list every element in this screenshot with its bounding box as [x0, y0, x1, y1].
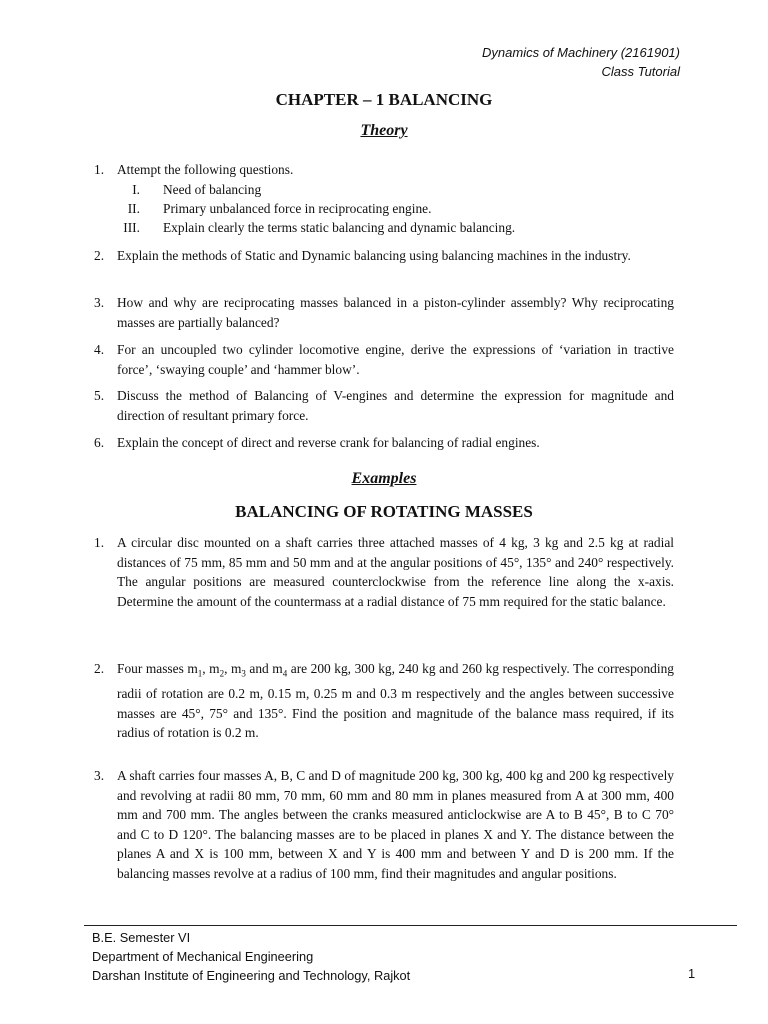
theory-question — [94, 386, 674, 425]
theory-question — [94, 433, 674, 453]
question-text: Explain the concept of direct and reverse crank for balancing of radial engines. — [117, 435, 540, 450]
example-problem — [94, 659, 674, 743]
theory-question — [94, 340, 674, 379]
question-text: Attempt the following questions. — [117, 162, 294, 177]
theory-heading: Theory — [360, 122, 408, 139]
example-text: Four masses $m_1$, $m_2$, $m_3$ and $m_4$ are 200 kg, 300 kg, 240 kg and 260 kg respectively. The corresponding radii of rotation are 0.2 m, 0.15 m, 0.25 m and 0.3 m respectively and the angles between successive masses are 45°, 75° and 135°. Find the position and magnitude of the balance mass required, if its radius of rotation is 0.2 m. — [117, 661, 674, 741]
question-text: Discuss the method of Balancing of V-engines and determine the expression for magnitude and direction of resultant primary force. — [117, 388, 674, 423]
question-number: 2. — [94, 248, 105, 263]
question-number: 6. — [94, 435, 105, 450]
theory-question — [94, 160, 674, 180]
question-text: How and why are reciprocating masses balanced in a piston-cylinder assembly? Why reciprocating masses are partially balanced? — [117, 295, 674, 330]
chapter-title: CHAPTER – 1 BALANCING — [275, 90, 493, 109]
example-problem — [94, 533, 674, 611]
footer-semester: B.E. Semester VI — [92, 930, 191, 945]
subitem-text: Primary unbalanced force in reciprocating engine. — [163, 201, 432, 216]
running-header — [482, 43, 680, 81]
theory-subitem — [118, 218, 516, 238]
course-title: Dynamics of Machinery (2161901) — [482, 45, 680, 60]
footer-divider — [84, 925, 737, 926]
theory-subitem — [118, 180, 262, 200]
example-number: 2. — [94, 661, 105, 676]
subitem-number: II. — [127, 201, 140, 216]
example-problem — [94, 766, 674, 883]
theory-question — [94, 293, 674, 332]
theory-question — [94, 246, 674, 266]
subitem-text: Explain clearly the terms static balancing and dynamic balancing. — [163, 220, 516, 235]
subitem-number: I. — [132, 182, 140, 197]
question-number: 4. — [94, 342, 105, 357]
question-text: For an uncoupled two cylinder locomotive engine, derive the expressions of ‘variation in tractive force’, ‘swaying couple’ and ‘hammer blow’. — [117, 342, 674, 377]
example-text: A shaft carries four masses A, B, C and D of magnitude 200 kg, 300 kg, 400 kg and 200 kg respectively and revolving at radii 80 mm, 70 mm, 60 mm and 80 mm in planes measured from A at 300 mm, 400 mm and 700 mm. The angles between the cranks measured anticlockwise are A to B 45°, B to C 70° and C to D 120°. The balancing masses are to be placed in planes X and Y. The distance between the planes A and X is 100 mm, between X and Y is 400 mm and between Y and D is 200 mm. If the balancing masses revolve at a radius of 100 mm, find their magnitudes and angular positions. — [117, 768, 674, 881]
question-text: Explain the methods of Static and Dynamic balancing using balancing machines in the industry. — [117, 248, 631, 263]
page-number: 1 — [688, 966, 696, 981]
document-type: Class Tutorial — [601, 64, 680, 79]
section-title: BALANCING OF ROTATING MASSES — [235, 502, 533, 521]
subitem-text: Need of balancing — [163, 182, 262, 197]
examples-heading: Examples — [351, 470, 417, 487]
footer-department: Department of Mechanical Engineering — [92, 949, 314, 964]
subitem-number: III. — [123, 220, 140, 235]
example-number: 3. — [94, 768, 105, 783]
theory-subitem — [118, 199, 432, 219]
footer-institute: Darshan Institute of Engineering and Technology, Rajkot — [92, 968, 411, 983]
example-number: 1. — [94, 535, 105, 550]
question-number: 1. — [94, 162, 105, 177]
question-number: 3. — [94, 295, 105, 310]
question-number: 5. — [94, 388, 105, 403]
example-text: A circular disc mounted on a shaft carries three attached masses of 4 kg, 3 kg and 2.5 kg at radial distances of 75 mm, 85 mm and 50 mm and at the angular positions of 45°, 135° and 240° respectively. The angular positions are measured counterclockwise from the reference line along the x-axis. Determine the amount of the countermass at a radial distance of 75 mm required for the static balance. — [117, 535, 674, 609]
